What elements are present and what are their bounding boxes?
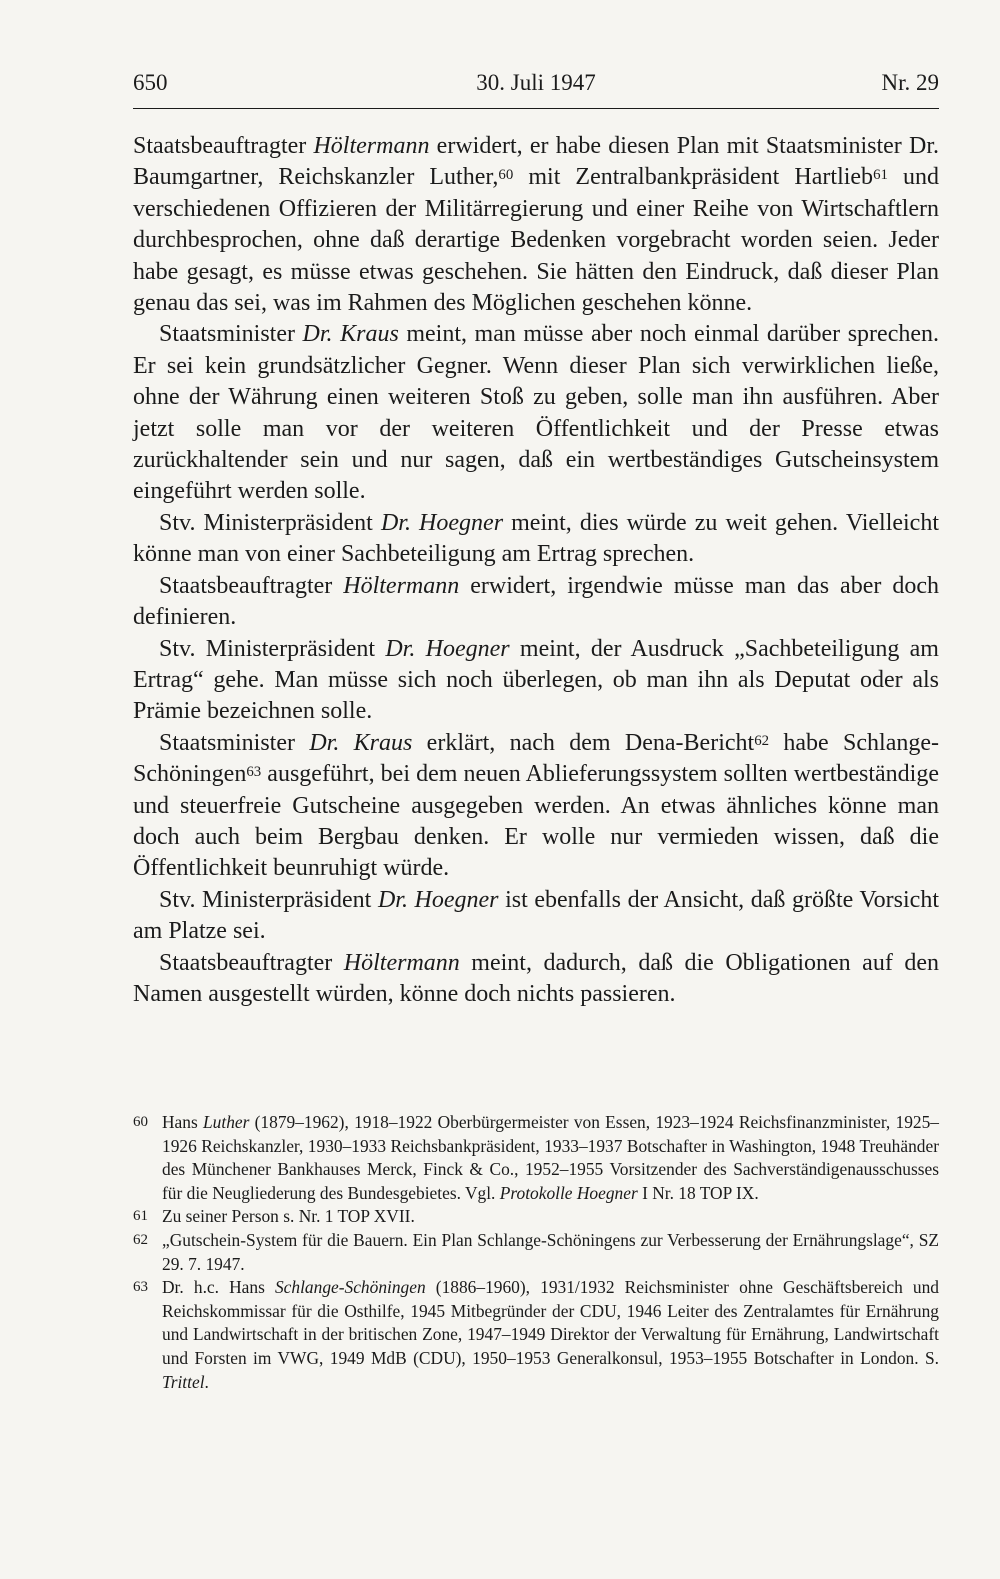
footnote-ref: 60 bbox=[498, 167, 514, 184]
text-run: meint, man müsse aber noch einmal darüber sprechen. Er sei kein grundsätzlicher Gegner. Wenn dieser Plan sich verwirklichen ließe, ohne der Währung einen weiteren Stoß zu geben, solle man ihn ausführen. Aber jetzt solle man vor der weiteren Öffentlichkeit und der Presse etwas zurückhaltender sein und nur sagen, daß ein wertbeständiges Gutscheinsystem eingeführt werden solle. bbox=[133, 321, 940, 505]
text-run: . bbox=[204, 1371, 209, 1392]
italic-name: Dr. Hoegner bbox=[380, 509, 504, 536]
italic-name: Dr. Kraus bbox=[309, 729, 413, 756]
text-run: Staatsminister bbox=[159, 321, 303, 348]
text-run: Staatsbeauftragter bbox=[159, 949, 344, 976]
text-run: erwidert, irgendwie müsse man das aber doch definieren. bbox=[133, 572, 939, 631]
text-run: Staatsbeauftragter bbox=[133, 133, 314, 159]
footnote-ref: 63 bbox=[246, 763, 262, 780]
footnote bbox=[133, 1229, 939, 1276]
paragraph bbox=[133, 319, 939, 507]
italic-name: Höltermann bbox=[343, 949, 460, 976]
text-run: Staatsminister bbox=[159, 729, 310, 756]
italic-name: Höltermann bbox=[313, 133, 430, 159]
paragraph bbox=[133, 634, 939, 728]
text-run: mit Zentralbankpräsident Hartlieb bbox=[513, 164, 874, 191]
text-run: (1886–1960), 1931/1932 Reichsminister ohne Geschäftsbereich und Reichskommissar für die Osthilfe, 1945 Mitbegründer der CDU, 1946 Leiter des Zentralamtes für Ernährung und Landwirtschaft in der britischen Zone, 1947–1949 Direktor der Verwaltung für Ernährung, Landwirtschaft und Forsten im VWG, 1949 MdB (CDU), 1950–1953 Generalkonsul, 1953–1955 Botschafter in London. S. bbox=[162, 1277, 939, 1368]
italic-name: Luther bbox=[203, 1112, 250, 1132]
italic-name: Schlange-Schöningen bbox=[274, 1277, 426, 1298]
text-run: Stv. Ministerpräsident bbox=[159, 886, 378, 913]
italic-name: Dr. Kraus bbox=[302, 321, 399, 348]
header-date: 30. Juli 1947 bbox=[476, 70, 596, 95]
paragraph bbox=[133, 728, 939, 885]
text-run: erwidert, er habe diesen Plan mit Staatsminister Dr. Baumgartner, Reichskanzler Luther, bbox=[133, 133, 940, 191]
footnote bbox=[133, 1111, 939, 1205]
text-run: I Nr. 18 TOP IX. bbox=[637, 1182, 759, 1203]
footnote-number: 62 bbox=[133, 1231, 148, 1248]
text-run: meint, dies würde zu weit gehen. Vielleicht könne man von einer Sachbeteiligung am Ertrag sprechen. bbox=[133, 509, 940, 568]
text-run: und verschiedenen Offizieren der Militärregierung und einer Reihe von Wirtschaftlern durchbesprochen, ohne daß derartige Bedenken vorgebracht worden seien. Jeder habe gesagt, es müsse etwas geschehen. Sie hätten den Eindruck, daß dieser Plan genau das sei, was im Rahmen des Möglichen geschehen könne. bbox=[133, 164, 940, 317]
text-run: Staatsbeauftragter bbox=[159, 572, 344, 599]
document-number: Nr. 29 bbox=[881, 70, 939, 95]
page-number: 650 bbox=[133, 70, 168, 95]
text-run: habe Schlange-Schöningen bbox=[133, 729, 939, 788]
text-run: Zu seiner Person s. Nr. 1 TOP XVII. bbox=[162, 1206, 415, 1227]
footnote bbox=[133, 1276, 939, 1394]
text-run: ausgeführt, bei dem neuen Ablieferungssystem sollten wertbeständige und steuerfreie Gutscheine ausgegeben werden. An etwas ähnliches könne man doch auch beim Bergbau denken. Er wolle nur vermieden wissen, daß die Öffentlichkeit beunruhigt würde. bbox=[133, 761, 939, 882]
footnote-text bbox=[162, 1206, 415, 1226]
footnotes bbox=[133, 1111, 939, 1394]
footnote-number: 61 bbox=[133, 1208, 148, 1225]
footnote-ref: 62 bbox=[754, 732, 770, 749]
italic-name: Trittel bbox=[162, 1371, 205, 1392]
footnote-text bbox=[162, 1112, 939, 1203]
paragraph bbox=[133, 885, 939, 948]
footnote-text bbox=[162, 1277, 939, 1391]
text-run: meint, der Ausdruck „Sachbeteiligung am Ertrag“ gehe. Man müsse sich noch überlegen, ob man ihn als Deputat oder als Prämie bezeichnen solle. bbox=[133, 635, 939, 725]
paragraph bbox=[133, 131, 939, 319]
text-run: meint, dadurch, daß die Obligationen auf den Namen ausgestellt würden, könne doch nichts passieren. bbox=[133, 949, 940, 1007]
paragraph bbox=[133, 571, 939, 634]
text-run: Stv. Ministerpräsident bbox=[159, 509, 381, 536]
italic-name: Höltermann bbox=[343, 572, 460, 599]
header-rule bbox=[133, 108, 939, 109]
italic-name: Dr. Hoegner bbox=[377, 886, 499, 913]
italic-name: Protokolle Hoegner bbox=[499, 1182, 638, 1203]
footnote-ref: 61 bbox=[873, 167, 888, 184]
footnote-number: 63 bbox=[133, 1279, 148, 1296]
text-run: (1879–1962), 1918–1922 Oberbürgermeister von Essen, 1923–1924 Reichsfinanzminister, 1925–1926 Reichskanzler, 1930–1933 Reichsbankpräsident, 1933–1937 Botschafter in Washington, 1948 Treuhänder des Münchener Bankhauses Merck, Finck & Co., 1952–1955 Vorsitzender des Sachverständigenausschusses für die Neugliederung des Bundesgebietes. Vgl. bbox=[162, 1112, 940, 1203]
italic-name: Dr. Hoegner bbox=[385, 635, 510, 662]
text-run: Hans bbox=[162, 1112, 203, 1132]
footnote-text bbox=[162, 1230, 939, 1274]
text-run: „Gutschein-System für die Bauern. Ein Plan Schlange-Schöningens zur Verbesserung der Ernährungslage“, SZ 29. 7. 1947. bbox=[162, 1229, 939, 1274]
footnote bbox=[133, 1205, 939, 1229]
text-run: Dr. h.c. Hans bbox=[162, 1277, 275, 1298]
text-run: erklärt, nach dem Dena-Bericht bbox=[412, 729, 755, 756]
paragraph bbox=[133, 948, 939, 1011]
text-run: ist ebenfalls der Ansicht, daß größte Vorsicht am Platze sei. bbox=[133, 886, 939, 945]
footnote-number: 60 bbox=[133, 1114, 148, 1130]
text-run: Stv. Ministerpräsident bbox=[159, 635, 386, 662]
main-text bbox=[133, 131, 939, 1010]
running-header bbox=[133, 70, 939, 100]
paragraph bbox=[133, 508, 939, 571]
